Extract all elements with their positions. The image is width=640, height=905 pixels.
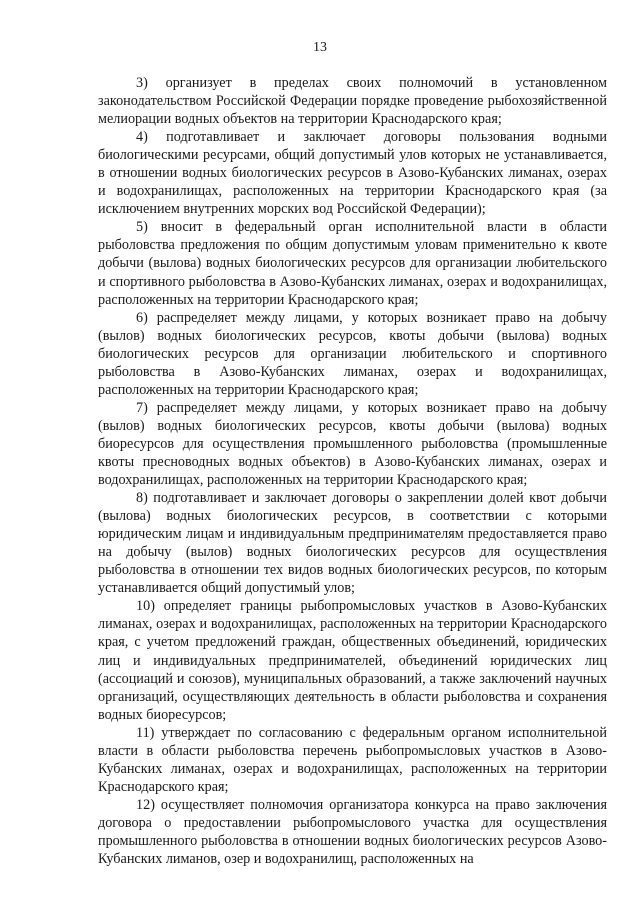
paragraph-item-11: 11) утверждает по согласованию с федеральным органом исполнительной власти в области рыболовства перечень рыбопромысловых участков в Азово-Кубанских лиманах, озерах и водохранилищах, расположенных на территории Краснодарского края; [98, 724, 607, 795]
paragraph-item-7: 7) распределяет между лицами, у которых возникает право на добычу (вылов) водных биологических ресурсов, квоты добычи (вылова) водных биоресурсов для осуществления промышленного рыболовства (промышленные квоты пресноводных водных объектов) в Азово-Кубанских лиманах, озерах и водохранилищах, расположенных на территории Краснодарского края; [98, 399, 607, 489]
page-number: 13 [313, 40, 327, 55]
paragraph-item-4: 4) подготавливает и заключает договоры пользования водными биологическими ресурсами, общий допустимый улов которых не устанавливается, в отношении водных биологических ресурсов в Азово-Кубанских лиманах, озерах и водохранилищах, расположенных на территории Краснодарского края (за исключением внутренних морских вод Российской Федерации); [98, 129, 607, 218]
document-body [98, 74, 607, 868]
paragraph-item-3: 3) организует в пределах своих полномочий в установленном законодательством Российской Федерации порядке проведение рыбохозяйственной мелиорации водных объектов на территории Краснодарского края; [98, 75, 607, 128]
paragraph-item-10: 10) определяет границы рыбопромысловых участков в Азово-Кубанских лиманах, озерах и водохранилищах, расположенных на территории Краснодарского края, с учетом предложений граждан, общественных объединений, юридических лиц и индивидуальных предпринимателей, объединений юридических лиц (ассоциаций и союзов), муниципальных образований, а также заключений научных организаций, осуществляющих деятельность в области рыболовства и сохранения водных биоресурсов; [98, 598, 607, 723]
paragraph-item-6: 6) распределяет между лицами, у которых возникает право на добычу (вылов) водных биологических ресурсов, квоты добычи (вылова) водных биологических ресурсов для организации любительского и спортивного рыболовства в Азово-Кубанских лиманах, озерах и водохранилищах, расположенных на территории Краснодарского края; [98, 309, 607, 398]
paragraph-item-8: 8) подготавливает и заключает договоры о закреплении долей квот добычи (вылова) водных биологических ресурсов, в соответствии с которыми юридическим лицам и индивидуальным предпринимателям предоставляется право на добычу (вылов) водных биологических ресурсов для осуществления рыболовства в отношении тех видов водных биологических ресурсов, по которым устанавливается общий допустимый улов; [98, 490, 607, 597]
paragraph-item-12: 12) осуществляет полномочия организатора конкурса на право заключения договора о предоставлении рыбопромыслового участка для осуществления промышленного рыболовства в отношении водных биологических ресурсов Азово-Кубанских лиманов, озер и водохранилищ, расположенных на [98, 796, 607, 868]
paragraph-item-5: 5) вносит в федеральный орган исполнительной власти в области рыболовства предложения по общим допустимым уловам применительно к квоте добычи (вылова) водных биологических ресурсов для организации любительского и спортивного рыболовства в Азово-Кубанских лиманах, озерах и водохранилищах, расположенных на территории Краснодарского края; [98, 219, 607, 308]
